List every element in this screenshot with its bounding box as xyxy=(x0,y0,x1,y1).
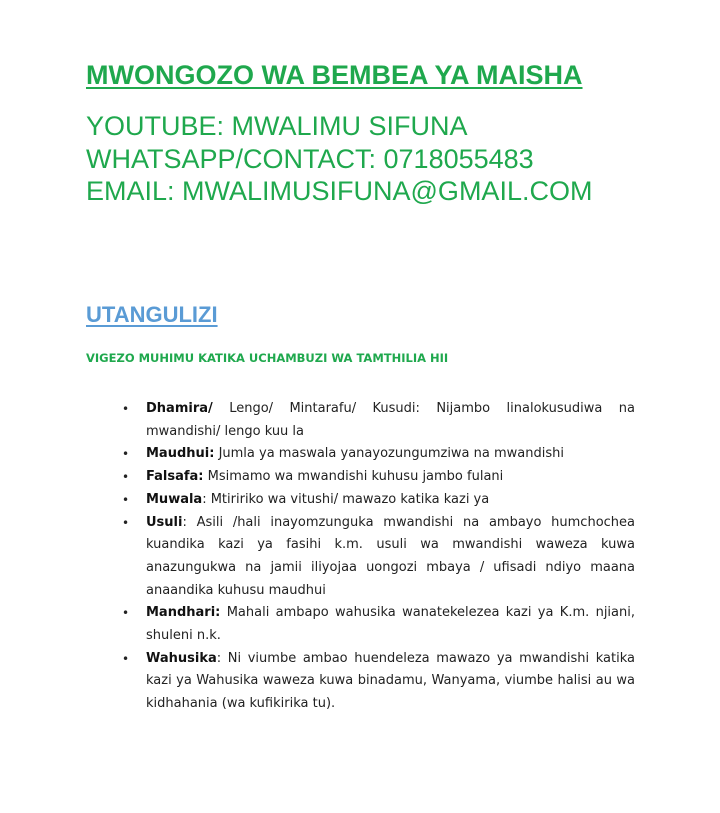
bullet-icon: • xyxy=(122,402,130,416)
item-text: : Ni viumbe ambao huendeleza mawazo ya mwandishi katika kazi ya Wahusika waweza kuwa binadamu, Wanyama, viumbe halisi au wa kidhahania (wa kufikirika tu). xyxy=(146,650,635,712)
bullet-icon: • xyxy=(122,492,130,507)
item-term: Usuli xyxy=(146,514,183,530)
item-term: Falsafa: xyxy=(146,469,204,485)
item-text: : Asili /hali inayomzunguka mwandishi na ambayo humchochea kuandika kazi ya fasihi k.m. usuli wa mwandishi waweza kuwa anazungukwa na jamii iliyojaa uongozi mbaya / ufisadi ndiyo maana anaandika kuhusu maudhui xyxy=(146,514,635,598)
item-term: Dhamira/ xyxy=(146,401,213,416)
contact-block xyxy=(86,110,592,208)
subheading: VIGEZO MUHIMU KATIKA UCHAMBUZI WA TAMTHILIA HII xyxy=(86,351,449,365)
list-item xyxy=(122,443,635,466)
item-text: Msimamo wa mwandishi kuhusu jambo fulani xyxy=(203,469,504,485)
bullet-icon: • xyxy=(122,515,130,530)
section-heading: UTANGULIZI xyxy=(86,302,218,327)
bullet-icon: • xyxy=(122,651,130,666)
list-item xyxy=(122,648,635,716)
list-item xyxy=(122,602,635,647)
item-term: Wahusika xyxy=(146,650,217,666)
criteria-list xyxy=(122,398,635,716)
whatsapp-contact: WHATSAPP/CONTACT: 0718055483 xyxy=(86,143,534,174)
item-text: Jumla ya maswala yanayozungumziwa na mwandishi xyxy=(214,446,564,462)
item-text: Lengo/ Mintarafu/ Kusudi: Nijambo linalokusudiwa na mwandishi/ lengo kuu la xyxy=(146,401,635,439)
item-term: Muwala xyxy=(146,491,203,507)
bullet-icon: • xyxy=(122,447,130,462)
item-text: Mahali ambapo wahusika wanatekelezea kazi ya K.m. njiani, shuleni n.k. xyxy=(146,605,635,644)
list-item xyxy=(122,489,635,512)
item-text: : Mtiririko wa vitushi/ mawazo katika kazi ya xyxy=(202,491,490,507)
bullet-icon: • xyxy=(122,606,130,621)
bullet-icon: • xyxy=(122,470,130,485)
item-term: Maudhui: xyxy=(146,446,215,462)
list-item xyxy=(122,512,635,603)
list-item xyxy=(122,466,635,489)
item-term: Mandhari: xyxy=(146,605,221,621)
email-contact: EMAIL: MWALIMUSIFUNA@GMAIL.COM xyxy=(86,176,593,206)
youtube-contact: YOUTUBE: MWALIMU SIFUNA xyxy=(86,111,468,141)
document-title: MWONGOZO WA BEMBEA YA MAISHA xyxy=(86,60,583,90)
list-item xyxy=(122,398,635,443)
